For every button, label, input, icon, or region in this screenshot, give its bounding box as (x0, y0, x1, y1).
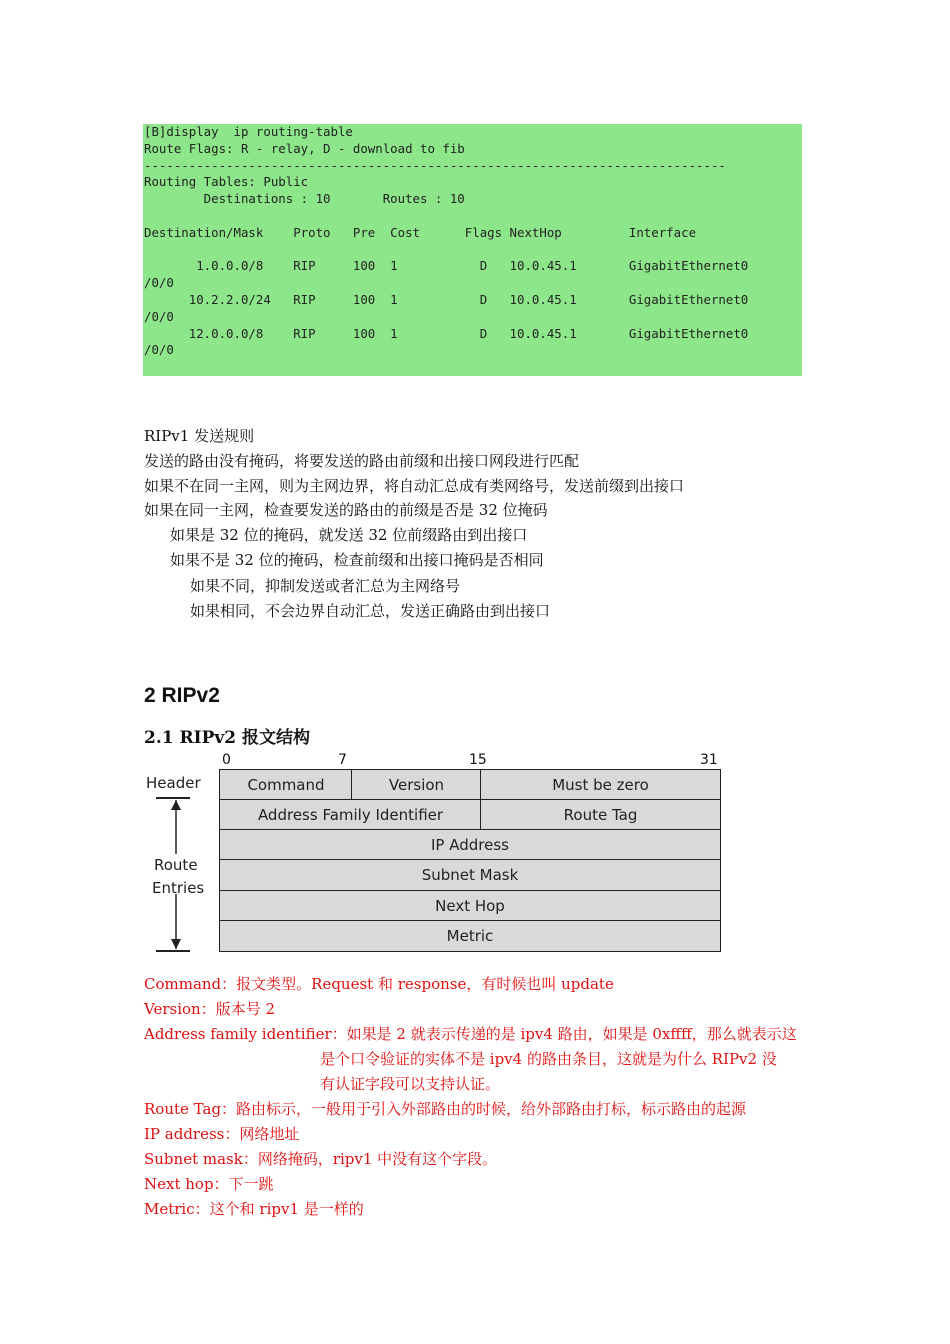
rule-line: 如果不同，抑制发送或者汇总为主网络号 (190, 577, 461, 595)
field-metric: Metric (219, 920, 721, 952)
terminal-line: /0/0 (144, 342, 174, 358)
rules-title: RIPv1 发送规则 (144, 427, 255, 445)
field-must-be-zero: Must be zero (480, 769, 721, 801)
rule-line: 如果相同，不会边界自动汇总，发送正确路由到出接口 (190, 602, 551, 620)
field-version: Version (351, 769, 482, 801)
definition-ip-address: IP address：网络地址 (144, 1125, 300, 1143)
bit-label: 0 (222, 752, 231, 768)
terminal-line: 12.0.0.0/8 RIP 100 1 D 10.0.45.1 GigabitEthernet0 (144, 325, 749, 341)
header-label: Header (146, 774, 201, 792)
bit-label: 7 (338, 752, 347, 768)
terminal-line: ------------------------------------------------------------------------------ (144, 157, 726, 173)
field-subnet-mask: Subnet Mask (219, 859, 721, 891)
definition-next-hop: Next hop：下一跳 (144, 1175, 274, 1193)
terminal-line: Destinations : 10 Routes : 10 (144, 191, 465, 207)
rule-line: 如果不是 32 位的掩码，检查前缀和出接口掩码是否相同 (170, 551, 544, 569)
rule-line: 如果不在同一主网，则为主网边界，将自动汇总成有类网络号，发送前缀到出接口 (144, 477, 685, 495)
field-command: Command (219, 769, 353, 801)
terminal-line (144, 208, 748, 225)
definition-metric: Metric：这个和 ripv1 是一样的 (144, 1200, 364, 1218)
field-address-family: Address Family Identifier (219, 799, 482, 831)
definition-route-tag: Route Tag：路由标示，一般用于引入外部路由的时候，给外部路由打标，标示路由的起源 (144, 1100, 747, 1118)
rule-line: 如果是 32 位的掩码，就发送 32 位前缀路由到出接口 (170, 526, 528, 544)
terminal-line: Route Flags: R - relay, D - download to fib (144, 140, 465, 156)
field-next-hop: Next Hop (219, 890, 721, 922)
terminal-line: [B]display ip routing-table (144, 124, 353, 139)
terminal-line: Destination/Mask Proto Pre Cost Flags NextHop Interface (144, 224, 697, 240)
definition-afi: Address family identifier：如果是 2 就表示传递的是 ipv4 路由，如果是 0xffff，那么就表示这 (144, 1025, 797, 1043)
bit-label: 15 (469, 752, 487, 768)
route-label: Entries (152, 879, 205, 897)
rule-line: 发送的路由没有掩码，将要发送的路由前缀和出接口网段进行匹配 (144, 452, 580, 470)
rule-line: 如果在同一主网，检查要发送的路由的前缀是否是 32 位掩码 (144, 501, 548, 519)
terminal-line: /0/0 (144, 275, 174, 291)
subsection-heading: 2.1 RIPv2 报文结构 (144, 728, 310, 748)
definition-afi-cont: 是个口令验证的实体不是 ipv4 的路由条目，这就是为什么 RIPv2 没 (320, 1050, 777, 1068)
bit-label: 31 (700, 752, 718, 768)
definition-subnet-mask: Subnet mask：网络掩码，ripv1 中没有这个字段。 (144, 1150, 498, 1168)
field-ip-address: IP Address (219, 829, 721, 861)
definition-version: Version：版本号 2 (144, 1000, 276, 1018)
route-entries-arrow (156, 796, 196, 954)
ripv2-packet-diagram (144, 748, 734, 958)
terminal-line (144, 242, 748, 259)
terminal-text (144, 124, 748, 359)
terminal-line: /0/0 (144, 308, 174, 324)
section-heading: 2 RIPv2 (144, 684, 220, 707)
routing-table-output (143, 124, 802, 376)
route-label: Route (154, 856, 198, 874)
terminal-line: 1.0.0.0/8 RIP 100 1 D 10.0.45.1 GigabitEthernet0 (144, 258, 749, 274)
field-route-tag: Route Tag (480, 799, 721, 831)
terminal-line: 10.2.2.0/24 RIP 100 1 D 10.0.45.1 GigabitEthernet0 (144, 291, 749, 307)
terminal-line: Routing Tables: Public (144, 174, 309, 190)
definition-command: Command：报文类型。Request 和 response，有时候也叫 update (144, 975, 614, 993)
definition-afi-cont: 有认证字段可以支持认证。 (320, 1075, 501, 1093)
